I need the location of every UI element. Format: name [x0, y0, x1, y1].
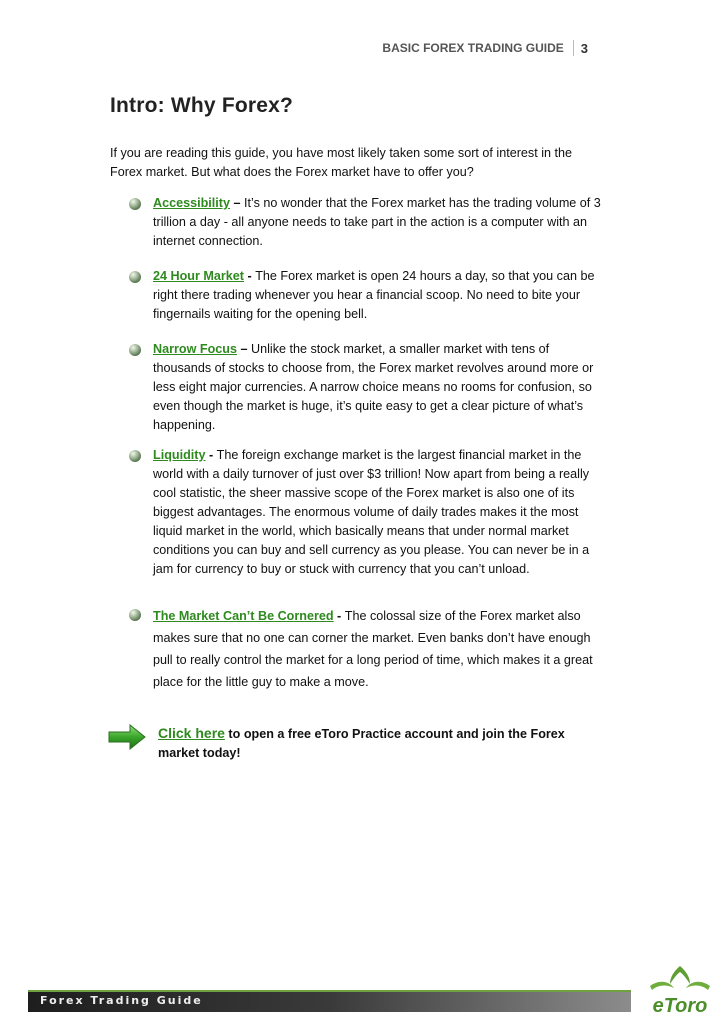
etoro-logo [640, 960, 720, 1020]
term-liquidity[interactable]: Liquidity [153, 448, 206, 462]
section-heading: Intro: Why Forex? [110, 94, 294, 117]
cta-text [158, 724, 588, 763]
footer-bar [28, 990, 631, 1012]
bullet-icon [129, 198, 141, 210]
term-market-cant-be-cornered[interactable]: The Market Can’t Be Cornered [153, 609, 334, 623]
bullet-icon [129, 271, 141, 283]
list-item-liquidity [153, 446, 603, 579]
logo-wordmark: eToro [652, 995, 708, 1017]
intro-paragraph: If you are reading this guide, you have most likely taken some sort of interest in the Forex market. But what does the Forex market have to offer you? [110, 146, 573, 179]
item-text: The foreign exchange market is the largest financial market in the world with a daily turnover of just over $3 trillion! Now apart from being a really cool statistic, the sheer massive scope of the Forex market is also one of its biggest advantages. The enormous volume of daily trades makes it the most liquid market in the world, which basically means that under normal market conditions you can buy and sell currency as you please. You can never be in a jam for currency to buy or stuck with currency that you can’t unload. [153, 448, 590, 576]
term-separator: - [244, 269, 256, 283]
arrow-right-icon [108, 724, 146, 750]
list-item-24-hour-market [153, 267, 603, 324]
list-item-market-cant-be-cornered [153, 605, 603, 693]
footer-title: Forex Trading Guide [40, 994, 203, 1007]
term-24-hour-market[interactable]: 24 Hour Market [153, 269, 244, 283]
term-separator: - [333, 609, 345, 623]
page-number: 3 [580, 40, 588, 56]
term-separator: – [230, 196, 245, 210]
bullet-icon [129, 450, 141, 462]
page-header [380, 40, 588, 56]
cta-message: to open a free eToro Practice account and join the Forex market today! [158, 727, 565, 760]
item-text: The Forex market is open 24 hours a day, so that you can be right there trading whenever you hear a financial scoop. No need to bite your fingernails waiting for the opening bell. [153, 269, 595, 321]
term-narrow-focus[interactable]: Narrow Focus [153, 342, 237, 356]
term-separator: - [205, 448, 217, 462]
click-here-link[interactable]: Click here [158, 725, 225, 741]
header-title: BASIC FOREX TRADING GUIDE [382, 41, 564, 55]
term-accessibility[interactable]: Accessibility [153, 196, 231, 210]
bullet-icon [129, 609, 141, 621]
bullet-icon [129, 344, 141, 356]
item-text: It’s no wonder that the Forex market has the trading volume of 3 trillion a day - all anyone needs to take part in the action is a computer with an internet connection. [153, 196, 601, 248]
item-text: Unlike the stock market, a smaller market with tens of thousands of stocks to choose from, the Forex market revolves around more or less eight major currencies. A narrow choice means no rooms for confusion, so even though the market is huge, it’s quite easy to get a clear picture of what’s happening. [153, 342, 594, 432]
item-text: The colossal size of the Forex market also makes sure that no one can corner the market. Even banks don’t have enough pull to really control the market for a long period of time, which makes it a great place for the little guy to make a move. [153, 609, 593, 689]
list-item-narrow-focus [153, 340, 603, 435]
header-divider [573, 40, 574, 56]
list-item-accessibility [153, 194, 603, 251]
term-separator: – [236, 342, 251, 356]
